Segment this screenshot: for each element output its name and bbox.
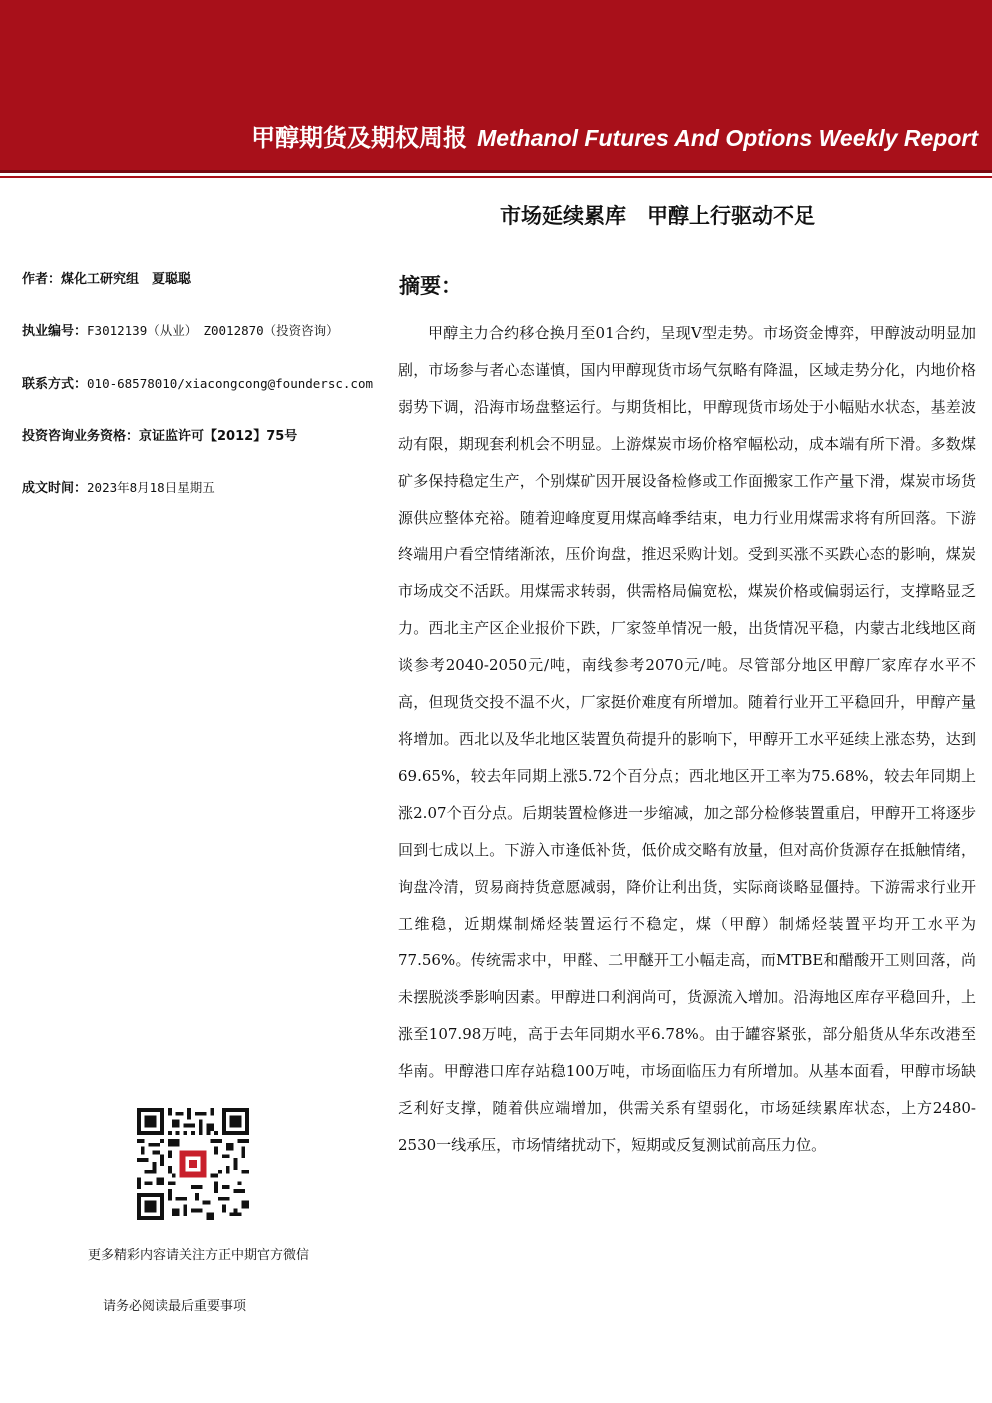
date-value: 2023年8月18日星期五 <box>87 480 215 495</box>
license-line <box>22 320 339 339</box>
header-divider-thin <box>0 176 992 178</box>
contact-label: 联系方式： <box>22 377 88 392</box>
author-label: 作者： <box>22 272 62 287</box>
qualification-label: 投资咨询业务资格： <box>22 429 140 444</box>
report-headline: 市场延续累库 甲醇上行驱动不足 <box>500 204 815 228</box>
qualification-line <box>22 425 297 444</box>
abstract-heading: 摘要： <box>399 274 462 298</box>
report-title-cn: 甲醇期货及期权周报 <box>251 124 468 152</box>
qr-code[interactable] <box>137 1108 249 1220</box>
report-title <box>251 118 978 153</box>
abstract-body: 甲醇主力合约移仓换月至01合约，呈现V型走势。市场资金博弈，甲醇波动明显加剧，市场参与者心态谨慎，国内甲醇现货市场气氛略有降温，区域走势分化，内地价格弱势下调，沿海市场盘整运行。与期货相比，甲醇现货市场处于小幅贴水状态，基差波动有限，期现套利机会不明显。上游煤炭市场价格窄幅松动，成本端有所下滑。多数煤矿多保持稳定生产，个别煤矿因开展设备检修或工作面搬家工作产量下滑，煤炭市场货源供应整体充裕。随着迎峰度夏用煤高峰季结束，电力行业用煤需求将有所回落。下游终端用户看空情绪渐浓，压价询盘，推迟采购计划。受到买涨不买跌心态的影响，煤炭市场成交不活跃。用煤需求转弱，供需格局偏宽松，煤炭价格或偏弱运行，支撑略显乏力。西北主产区企业报价下跌，厂家签单情况一般，出货情况平稳，内蒙古北线地区商谈参考2040-2050元/吨，南线参考2070元/吨。尽管部分地区甲醇厂家库存水平不高，但现货交投不温不火，厂家挺价难度有所增加。随着行业开工平稳回升，甲醇产量将增加。西北以及华北地区装置负荷提升的影响下，甲醇开工水平延续上涨态势，达到69.65%，较去年同期上涨5.72个百分点；西北地区开工率为75.68%，较去年同期上涨2.07个百分点。后期装置检修进一步缩减，加之部分检修装置重启，甲醇开工将逐步回到七成以上。下游入市逢低补货，低价成交略有放量，但对高价货源存在抵触情绪，询盘冷清，贸易商持货意愿减弱，降价让利出货，实际商谈略显僵持。下游需求行业开工维稳，近期煤制烯烃装置运行不稳定，煤（甲醇）制烯烃装置平均开工水平为77.56%。传统需求中，甲醛、二甲醚开工小幅走高，而MTBE和醋酸开工则回落，尚未摆脱淡季影响因素。甲醇进口利润尚可，货源流入增加。沿海地区库存平稳回升，上涨至107.98万吨，高于去年同期水平6.78%。由于罐容紧张，部分船货从华东改港至华南。甲醇港口库存站稳100万吨，市场面临压力有所增加。从基本面看，甲醇市场缺乏利好支撑，随着供应端增加，供需关系有望弱化，市场延续累库状态，上方2480-2530一线承压，市场情绪扰动下，短期或反复测试前高压力位。 <box>398 324 976 1154</box>
contact-line <box>22 373 373 392</box>
disclaimer-note: 请务必阅读最后重要事项 <box>103 1299 247 1314</box>
qualification-value: 京证监许可【2012】75号 <box>139 429 298 444</box>
contact-value: 010-68578010/xiacongcong@foundersc.com <box>87 376 373 391</box>
date-line <box>22 477 215 496</box>
date-label: 成文时间： <box>22 481 88 496</box>
license-label: 执业编号： <box>22 324 88 339</box>
header-banner <box>0 0 992 170</box>
author-line <box>22 268 191 287</box>
header-divider <box>0 170 992 173</box>
author-value: 煤化工研究组 夏聪聪 <box>61 272 192 287</box>
license-value: F3012139（从业） Z0012870（投资咨询） <box>87 323 339 338</box>
qr-caption: 更多精彩内容请关注方正中期官方微信 <box>88 1248 310 1263</box>
report-title-en: Methanol Futures And Options Weekly Report <box>477 125 978 151</box>
